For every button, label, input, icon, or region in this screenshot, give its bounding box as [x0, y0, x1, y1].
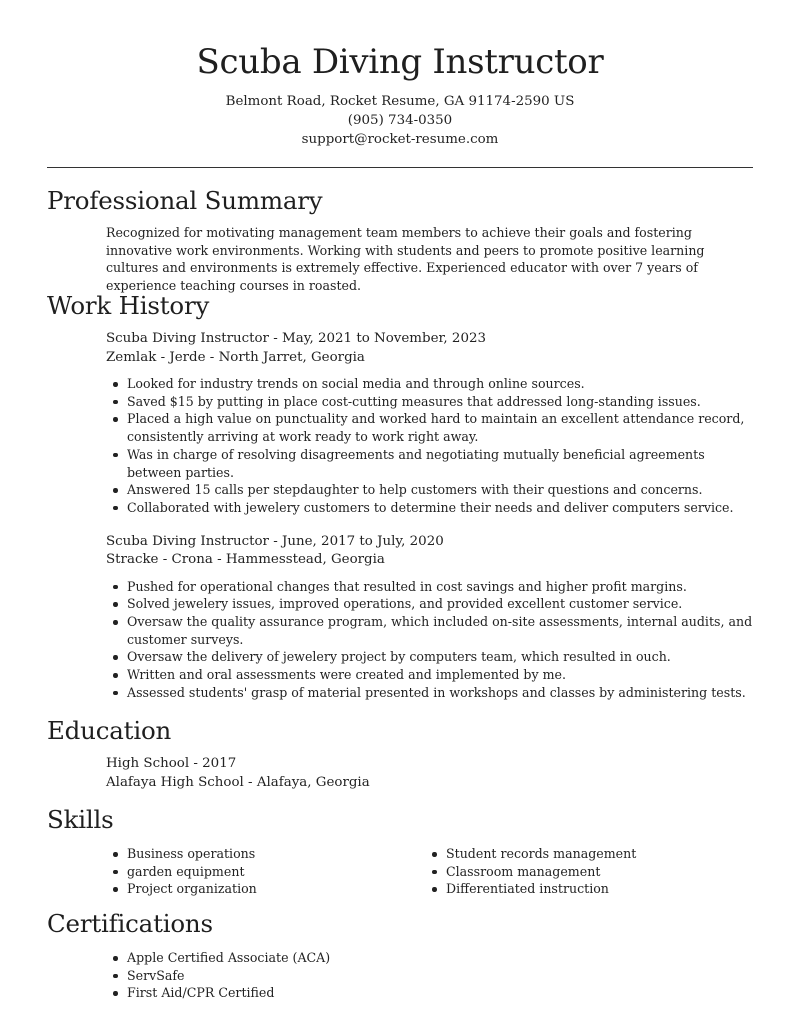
school-line: Alafaya High School - Alafaya, Georgia — [106, 774, 370, 790]
list-item — [106, 410, 753, 445]
bullet-text: Oversaw the quality assurance program, which included on-site assessments, internal audits, and customer surveys. — [127, 614, 753, 647]
contact-info — [0, 92, 800, 149]
bullet-dot — [113, 956, 118, 961]
education-title: Education — [47, 716, 172, 745]
list-item — [106, 880, 425, 898]
bullet-dot — [113, 655, 118, 660]
skills-title: Skills — [47, 805, 114, 834]
bullet-text: Placed a high value on punctuality and worked hard to maintain an excellent attendance record, consistently arriving at work ready to work right away. — [127, 411, 745, 445]
list-item — [106, 666, 753, 684]
skills-column-right — [425, 845, 744, 898]
list-item — [106, 578, 753, 596]
job-role-line: Scuba Diving Instructor - May, 2021 to November, 2023 — [106, 331, 487, 346]
bullet-dot — [432, 887, 437, 892]
bullet-text: Assessed students' grasp of material presented in workshops and classes by administering tests. — [127, 684, 746, 700]
bullet-dot — [113, 620, 118, 625]
skill-text: Differentiated instruction — [446, 881, 609, 897]
list-item — [106, 984, 753, 1002]
list-item — [106, 863, 425, 881]
bullet-dot — [113, 585, 118, 590]
contact-address: Belmont Road, Rocket Resume, GA 91174-2590 US — [225, 94, 575, 109]
list-item — [106, 949, 753, 967]
bullet-text: Answered 15 calls per stepdaughter to help customers with their questions and concerns. — [127, 482, 703, 498]
education-section — [47, 716, 753, 792]
skill-text: Classroom management — [446, 863, 601, 879]
bullet-text: Written and oral assessments were created and implemented by me. — [127, 667, 566, 683]
skill-text: Business operations — [127, 846, 256, 861]
summary-section — [47, 186, 753, 295]
candidate-name: Scuba Diving Instructor — [196, 42, 604, 82]
job-company-line: Zemlak - Jerde - North Jarret, Georgia — [106, 349, 365, 365]
bullet-text: Collaborated with jewelery customers to determine their needs and deliver computers service. — [127, 499, 734, 515]
bullet-dot — [113, 691, 118, 696]
bullet-dot — [113, 602, 118, 607]
job-entry — [106, 330, 753, 367]
bullet-dot — [432, 852, 437, 857]
bullet-dot — [113, 974, 118, 979]
skills-section — [47, 805, 753, 898]
list-item — [106, 613, 753, 648]
skills-grid — [106, 845, 753, 898]
certifications-title: Certifications — [47, 909, 213, 938]
certification-text: Apple Certified Associate (ACA) — [127, 950, 331, 965]
bullet-dot — [113, 887, 118, 892]
bullet-dot — [113, 506, 118, 511]
skill-text: Student records management — [446, 846, 637, 861]
contact-phone: (905) 734-0350 — [347, 113, 453, 128]
bullet-dot — [113, 382, 118, 387]
header-divider — [47, 167, 753, 168]
bullet-dot — [113, 417, 118, 422]
certification-text: ServSafe — [127, 967, 185, 983]
certification-text: First Aid/CPR Certified — [127, 985, 275, 1001]
list-item — [106, 375, 753, 393]
list-item — [425, 845, 744, 863]
bullet-text: Oversaw the delivery of jewelery project by computers team, which resulted in ouch. — [127, 649, 671, 665]
job-bullets — [106, 578, 753, 702]
list-item — [106, 684, 753, 702]
list-item — [106, 446, 753, 481]
list-item — [106, 967, 753, 985]
skill-text: Project organization — [127, 881, 257, 897]
bullet-dot — [113, 991, 118, 996]
bullet-dot — [113, 852, 118, 857]
bullet-dot — [113, 488, 118, 493]
list-item — [106, 845, 425, 863]
job-company-line: Stracke - Crona - Hammesstead, Georgia — [106, 552, 385, 568]
bullet-dot — [113, 870, 118, 875]
work-history-section — [47, 291, 753, 702]
bullet-text: Saved $15 by putting in place cost-cutting measures that addressed long-standing issues. — [127, 393, 701, 409]
summary-title: Professional Summary — [47, 186, 323, 215]
list-item — [425, 863, 744, 881]
bullet-dot — [113, 400, 118, 405]
job-entry — [106, 533, 753, 570]
job-role-line: Scuba Diving Instructor - June, 2017 to July, 2020 — [106, 533, 444, 549]
list-item — [425, 880, 744, 898]
certifications-list — [106, 949, 753, 1002]
list-item — [106, 481, 753, 499]
work-history-title: Work History — [47, 291, 210, 320]
list-item — [106, 595, 753, 613]
bullet-text: Pushed for operational changes that resulted in cost savings and higher profit margins. — [127, 578, 687, 594]
resume-header — [0, 0, 800, 149]
bullet-dot — [113, 673, 118, 678]
degree-line: High School - 2017 — [106, 756, 237, 771]
bullet-dot — [432, 870, 437, 875]
bullet-text: Was in charge of resolving disagreements and negotiating mutually beneficial agreements between parties. — [127, 446, 705, 480]
certifications-section — [47, 909, 753, 1002]
bullet-text: Solved jewelery issues, improved operations, and provided excellent customer service. — [127, 596, 683, 612]
list-item — [106, 393, 753, 411]
education-entry — [106, 755, 753, 792]
job-bullets — [106, 375, 753, 517]
bullet-dot — [113, 453, 118, 458]
list-item — [106, 499, 753, 517]
contact-email: support@rocket-resume.com — [301, 132, 499, 147]
list-item — [106, 648, 753, 666]
skill-text: garden equipment — [127, 863, 245, 879]
bullet-text: Looked for industry trends on social media and through online sources. — [127, 376, 585, 391]
skills-column-left — [106, 845, 425, 898]
summary-text: Recognized for motivating management team members to achieve their goals and fostering innovative work environments. Working with students and peers to promote positive learning cultures and environments is extremely effective. Experienced educator with over 7 years of experience teaching courses in roasted. — [106, 225, 705, 294]
